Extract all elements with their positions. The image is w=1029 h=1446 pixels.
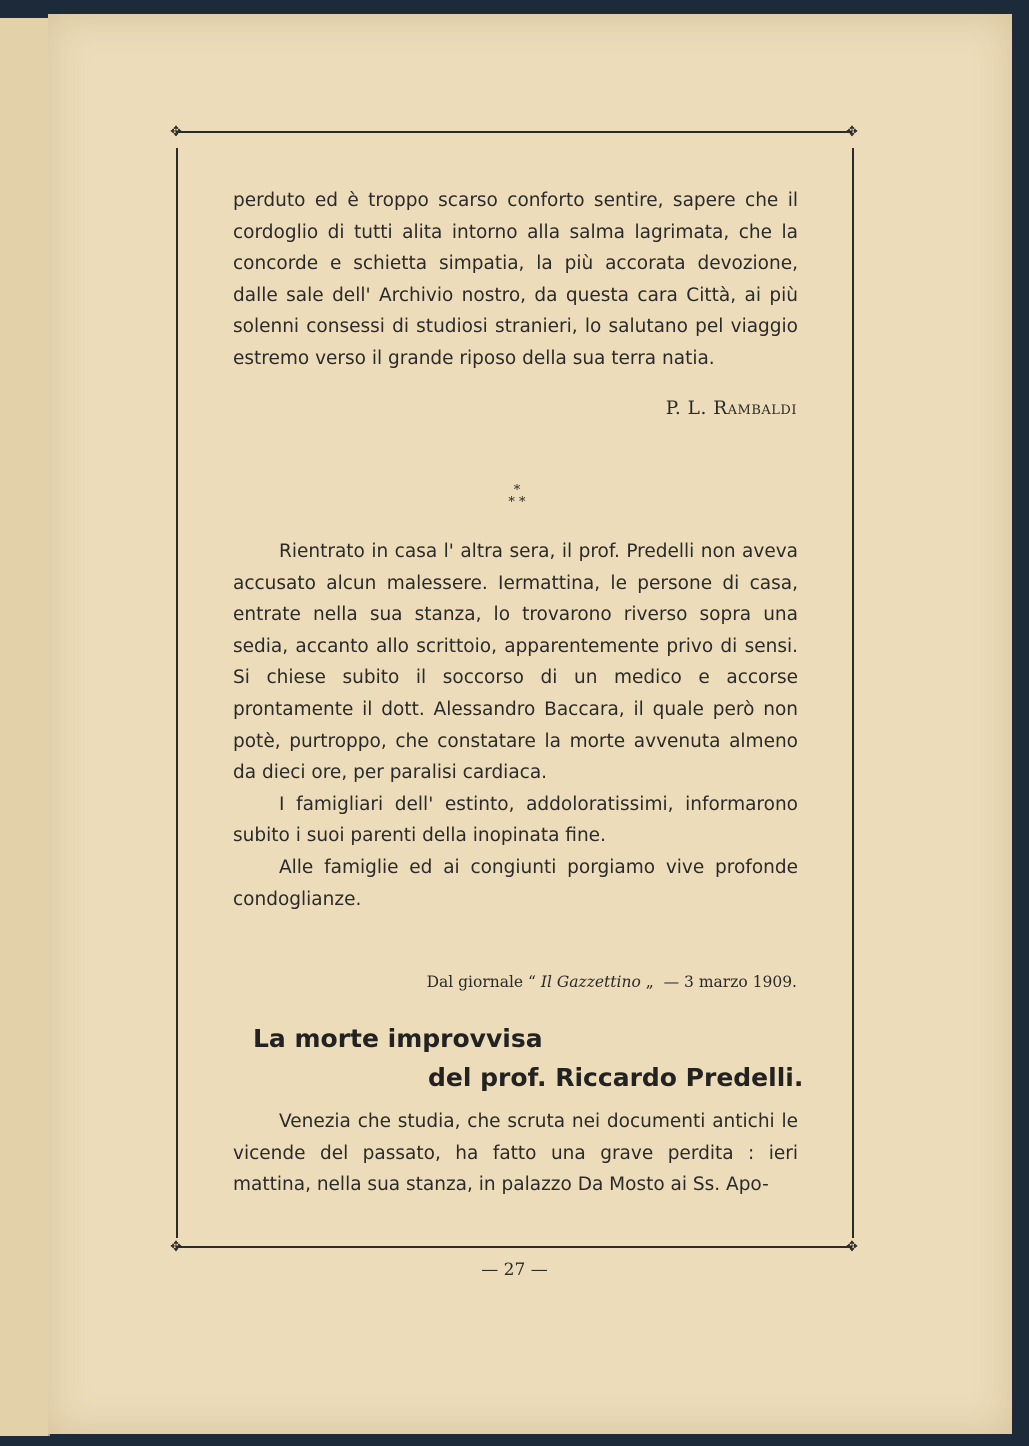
paragraph: Rientrato in casa l' altra sera, il prof. Predelli non aveva accusato alcun malessere. Iermattina, le persone di casa, entrate nella sua stanza, lo trovarono riverso sopra una sedia, accanto allo scrittoio, apparentemente privo di sensi. Si chiese subito il soccorso di un medico e accorse prontamente il dott. Alessandro Baccara, il quale però non potè, purtroppo, che constatare la morte avvenuta almeno da dieci ore, per paralisi cardiaca. xyxy=(233,541,798,784)
signature-surname: Rambaldi xyxy=(713,398,797,419)
corner-ornament-icon: ✥ xyxy=(846,124,858,140)
signature xyxy=(666,398,797,419)
paragraph: I famigliari dell' estinto, addoloratissimi, informarono subito i suoi parenti della inopinata fine. xyxy=(233,793,798,847)
source-newspaper: Il Gazzettino xyxy=(540,973,641,991)
frame-right-rule xyxy=(852,148,854,1238)
paragraph: Alle famiglie ed ai congiunti porgiamo vive profonde condoglianze. xyxy=(233,856,798,910)
source-citation xyxy=(427,973,797,991)
source-close-quote: „ xyxy=(645,973,654,991)
paragraph: perduto ed è troppo scarso conforto sentire, sapere che il cordoglio di tutti alita intorno alla salma lagrimata, che la concorde e schietta simpatia, la più accorata devozione, dalle sale dell' Archivio nostro, da questa cara Città, ai più solenni consessi di studiosi stranieri, lo salutano pel viaggio estremo verso il grande riposo della sua terra natia. xyxy=(233,190,798,369)
text-block-obituary-end xyxy=(233,185,798,375)
page-number: — 27 — xyxy=(481,1260,548,1280)
signature-initials: P. L. xyxy=(665,398,707,419)
corner-ornament-icon: ✥ xyxy=(170,1239,182,1255)
paragraph: Venezia che studia, che scruta nei documenti antichi le vicende del passato, ha fatto una grave perdita : ieri mattina, nella sua stanza, in palazzo Da Mosto ai Ss. Apo- xyxy=(233,1111,798,1196)
asterism-top: * xyxy=(513,483,521,498)
frame-left-rule xyxy=(176,148,178,1238)
corner-ornament-icon: ✥ xyxy=(170,124,182,140)
text-block-article xyxy=(233,1106,798,1201)
headline-line-1: La morte improvvisa xyxy=(253,1024,543,1053)
source-date: — 3 marzo 1909. xyxy=(663,973,797,991)
asterism-separator xyxy=(497,485,537,509)
text-block-news-report xyxy=(233,536,798,915)
frame-top-rule xyxy=(176,131,852,133)
asterism-bottom: * * xyxy=(508,495,526,510)
frame-bottom-rule xyxy=(176,1246,852,1248)
headline-line-2: del prof. Riccardo Predelli. xyxy=(428,1063,804,1092)
source-open-quote: “ xyxy=(528,973,536,991)
facing-page-edge xyxy=(0,18,50,1436)
corner-ornament-icon: ✥ xyxy=(846,1239,858,1255)
source-prefix: Dal giornale xyxy=(426,973,524,991)
